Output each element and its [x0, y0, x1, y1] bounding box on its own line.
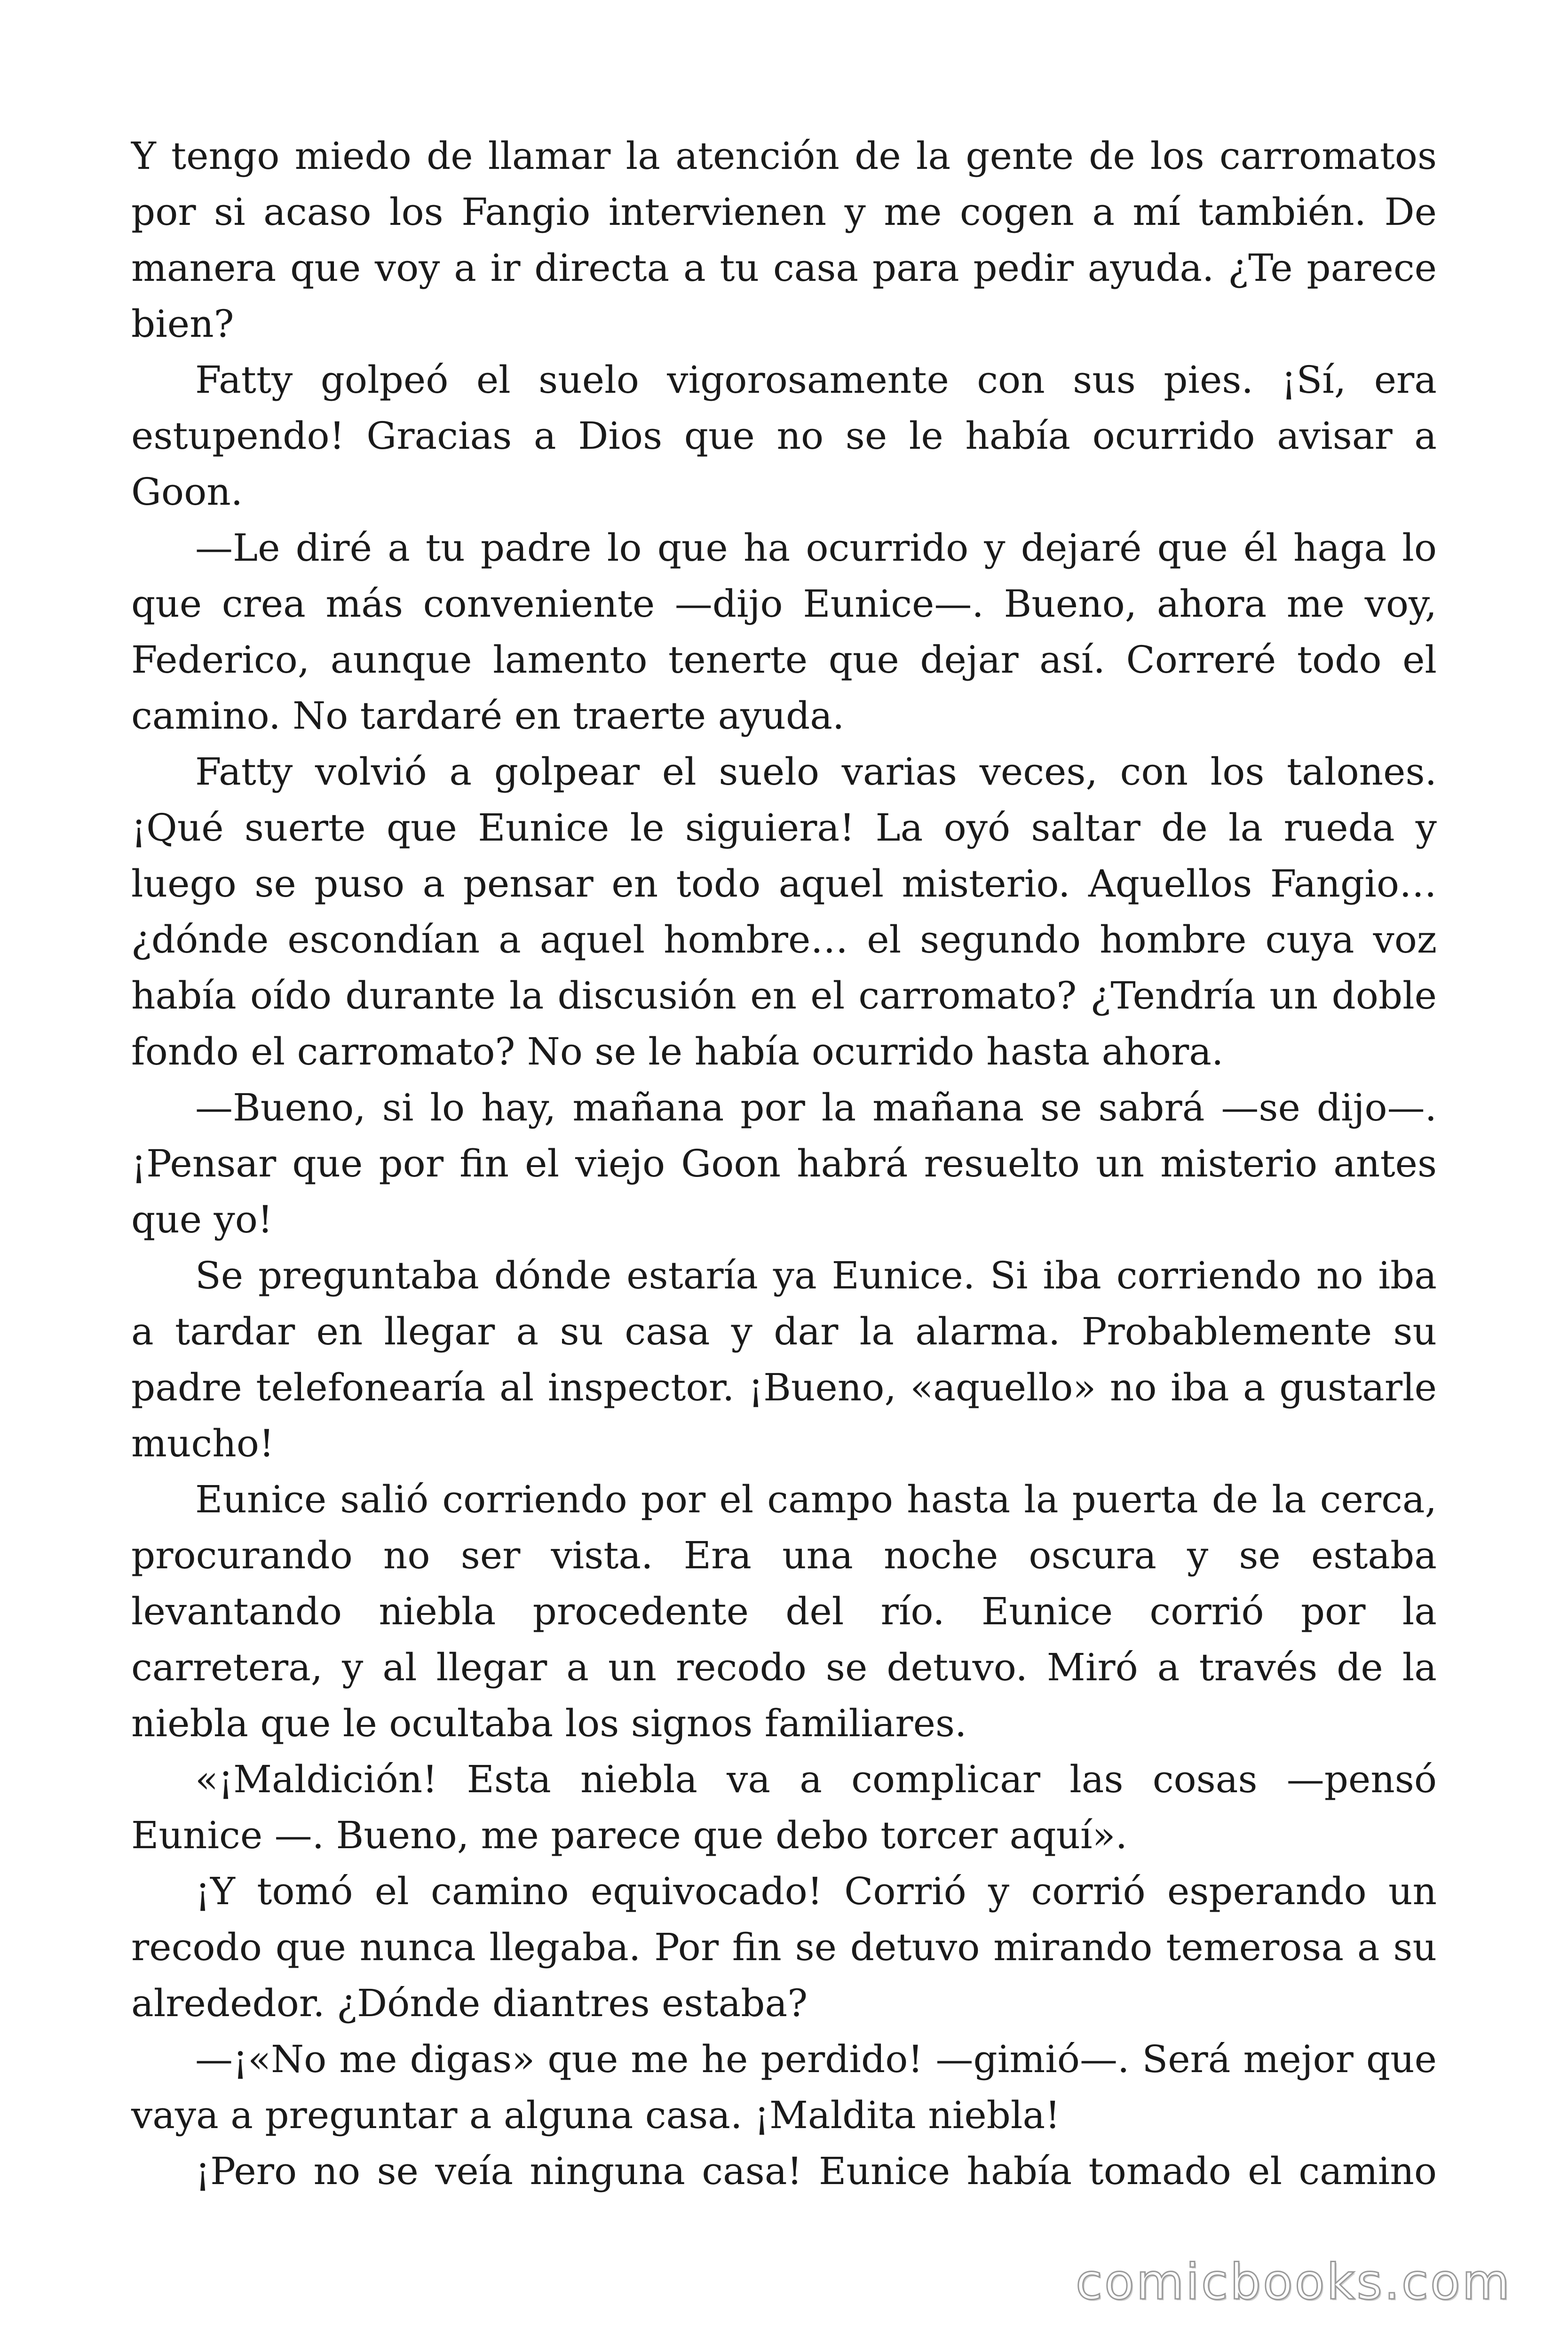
- paragraph: —Le diré a tu padre lo que ha ocurrido y dejaré que él haga lo que crea más conveniente —dijo Eunice—. Bueno, ahora me voy, Federico, aunque lamento tenerte que dejar así. Correré todo el camino. No tardaré en traerte ayuda.: [131, 526, 1437, 738]
- watermark: comicbooks.com: [1075, 2253, 1512, 2311]
- paragraph: Eunice salió corriendo por el campo hasta la puerta de la cerca, procurando no ser vista. Era una noche oscura y se estaba levantando niebla procedente del río. Eunice corrió por la carretera, y al llegar a un recodo se detuvo. Miró a través de la niebla que le ocultaba los signos familiares.: [131, 1478, 1437, 1745]
- paragraph: Fatty golpeó el suelo vigorosamente con sus pies. ¡Sí, era estupendo! Gracias a Dios que no se le había ocurrido avisar a Goon.: [131, 358, 1437, 514]
- paragraph-continued: Y tengo miedo de llamar la atención de la gente de los carromatos por si acaso los Fangio intervienen y me cogen a mí también. De manera que voy a ir directa a tu casa para pedir ayuda. ¿Te parece bien?: [131, 134, 1437, 346]
- page-body-text: [131, 128, 1437, 2199]
- paragraph: —¡«No me digas» que me he perdido! —gimió—. Será mejor que vaya a preguntar a alguna casa. ¡Maldita niebla!: [131, 2037, 1437, 2137]
- paragraph-last: ¡Pero no se veía ninguna casa! Eunice había tomado el camino: [195, 2149, 1437, 2193]
- paragraph: —Bueno, si lo hay, mañana por la mañana se sabrá —se dijo—. ¡Pensar que por fin el viejo Goon habrá resuelto un misterio antes que yo!: [131, 1086, 1437, 1241]
- paragraph: «¡Maldición! Esta niebla va a complicar las cosas —pensó Eunice —. Bueno, me parece que debo torcer aquí».: [131, 1757, 1437, 1857]
- paragraph: Fatty volvió a golpear el suelo varias veces, con los talones. ¡Qué suerte que Eunice le siguiera! La oyó saltar de la rueda y luego se puso a pensar en todo aquel misterio. Aquellos Fangio… ¿dónde escondían a aquel hombre… el segundo hombre cuya voz había oído durante la discusión en el carromato? ¿Tendría un doble fondo el carromato? No se le había ocurrido hasta ahora.: [131, 750, 1437, 1073]
- paragraph: Se preguntaba dónde estaría ya Eunice. Si iba corriendo no iba a tardar en llegar a su casa y dar la alarma. Probablemente su padre telefonearía al inspector. ¡Bueno, «aquello» no iba a gustarle mucho!: [131, 1254, 1437, 1465]
- paragraph: ¡Y tomó el camino equivocado! Corrió y corrió esperando un recodo que nunca llegaba. Por fin se detuvo mirando temerosa a su alrededor. ¿Dónde diantres estaba?: [131, 1869, 1437, 2025]
